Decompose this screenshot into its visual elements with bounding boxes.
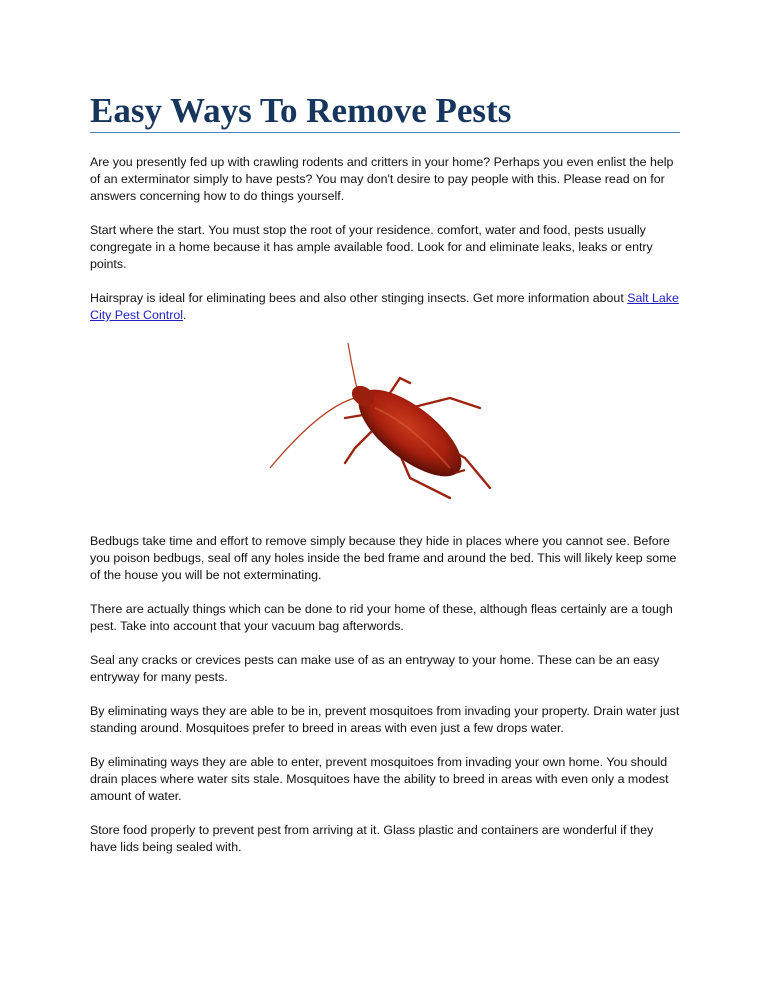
title-underline [90, 132, 680, 133]
paragraph-mosquitoes-1: By eliminating ways they are able to be in, prevent mosquitoes from invading your property. Drain water just standing around. Mosquitoes prefer to breed in areas with even just a few drops water. [90, 704, 680, 735]
paragraph-mosquitoes-2: By eliminating ways they are able to enter, prevent mosquitoes from invading your own home. You should drain places where water sits stale. Mosquitoes have the ability to breed in areas with even only a modest amount of water. [90, 755, 669, 803]
cockroach-illustration [260, 338, 510, 516]
paragraph-food-storage: Store food properly to prevent pest from arriving at it. Glass plastic and containers are wonderful if they have lids being sealed with. [90, 823, 654, 854]
paragraph-bedbugs: Bedbugs take time and effort to remove simply because they hide in places where you cannot see. Before you poison bedbugs, seal off any holes inside the bed frame and around the bed. This will likely keep some of the house you will be not exterminating. [90, 534, 677, 582]
hairspray-period: . [182, 308, 187, 322]
paragraph-intro: Are you presently fed up with crawling rodents and critters in your home? Perhaps you even enlist the help of an exterminator simply to have pests? You may don't desire to pay people with this. Please read on for answers concerning how to do things yourself. [90, 155, 674, 203]
antenna-left [270, 398, 355, 468]
paragraph-start: Start where the start. You must stop the root of your residence. comfort, water and food, pests usually congregate in a home because it has ample available food. Look for and eliminate leaks, leaks or entry points. [90, 223, 653, 271]
paragraph-hairspray [90, 290, 682, 324]
salt-lake-city-pest-control-link[interactable]: Salt Lake City Pest Control [90, 291, 679, 322]
cockroach-image [260, 338, 510, 516]
hairspray-text: Hairspray is ideal for eliminating bees and also other stinging insects. Get more information about [90, 291, 628, 305]
antenna-right [348, 343, 358, 393]
paragraph-fleas: There are actually things which can be done to rid your home of these, although fleas certainly are a tough pest. Take into account that your vacuum bag afterwords. [90, 602, 673, 633]
page-title: Easy Ways To Remove Pests [90, 91, 512, 130]
paragraph-cracks: Seal any cracks or crevices pests can make use of as an entryway to your home. These can be an easy entryway for many pests. [90, 653, 660, 684]
